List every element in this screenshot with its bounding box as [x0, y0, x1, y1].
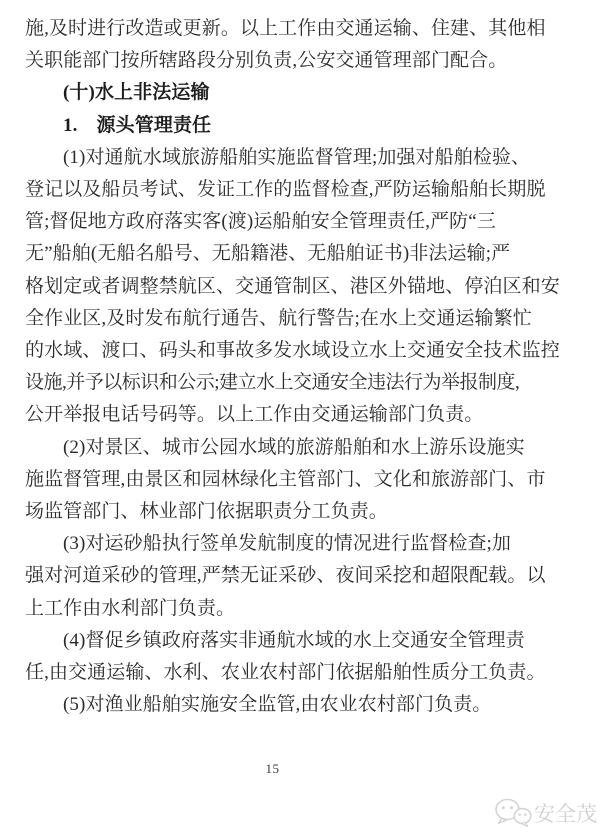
paragraph	[25, 142, 575, 432]
paragraph	[25, 528, 575, 625]
paragraph	[25, 689, 575, 721]
paragraph	[25, 13, 575, 77]
paragraph	[25, 432, 575, 529]
text-line: 关职能部门按所辖路段分别负责,公安交通管理部门配合。	[25, 50, 508, 72]
text-line: (1)对通航水域旅游船舶实施监督管理;加强对船舶检验、	[63, 146, 531, 168]
text-line: 设施,并予以标识和公示;建立水上交通安全违法行为举报制度,	[25, 372, 520, 394]
heading	[25, 77, 575, 109]
wechat-logo-icon	[494, 797, 532, 828]
wechat-watermark	[494, 797, 597, 828]
text-line: 上工作由水利部门负责。	[25, 597, 236, 619]
heading	[25, 110, 575, 142]
text-line: 公开举报电话号码等。以上工作由交通运输部门负责。	[25, 404, 484, 426]
text-line: 场监管部门、林业部门依据职责分工负责。	[25, 501, 388, 523]
text-line: 全作业区,及时发布航行通告、航行警告;在水上交通运输繁忙	[25, 307, 532, 329]
text-line: 施监督管理,由景区和园林绿化主管部门、文化和旅游部门、市	[25, 468, 546, 490]
text-line: 的水域、渡口、码头和事故多发水域设立水上交通安全技术监控	[25, 340, 560, 362]
text-line: (5)对渔业船舶实施安全监管,由农业农村部门负责。	[63, 694, 492, 716]
text-line: 无”船舶(无船名船号、无船籍港、无船舶证书)非法运输;严	[25, 243, 511, 265]
watermark-label: 安全茂	[534, 801, 597, 826]
text-line: (3)对运砂船执行签单发航制度的情况进行监督检查;加	[63, 533, 512, 555]
text-line: 施,及时进行改造或更新。以上工作由交通运输、住建、其他相	[25, 18, 546, 39]
paragraph	[25, 625, 575, 689]
text-line: 任,由交通运输、水利、农业农村部门依据船舶性质分工负责。	[25, 662, 546, 684]
text-line: 登记以及船员考试、发证工作的监督检查,严防运输船舶长期脱	[25, 179, 546, 201]
page-number: 15	[265, 761, 280, 776]
text-line: 1. 源头管理责任	[63, 114, 212, 136]
text-line: (2)对景区、城市公园水域的旅游船舶和水上游乐设施实	[63, 436, 525, 458]
text-line: (4)督促乡镇政府落实非通航水域的水上交通安全管理责	[63, 629, 525, 651]
text-line: 格划定或者调整禁航区、交通管制区、港区外锚地、停泊区和安	[25, 275, 560, 297]
text-line: 强对河道采砂的管理,严禁无证采砂、夜间采挖和超限配载。以	[25, 565, 546, 587]
text-line: 管;督促地方政府落实客(渡)运船舶安全管理责任,严防“三	[25, 211, 496, 233]
text-column	[25, 13, 575, 721]
text-line: (十)水上非法运输	[63, 82, 210, 104]
